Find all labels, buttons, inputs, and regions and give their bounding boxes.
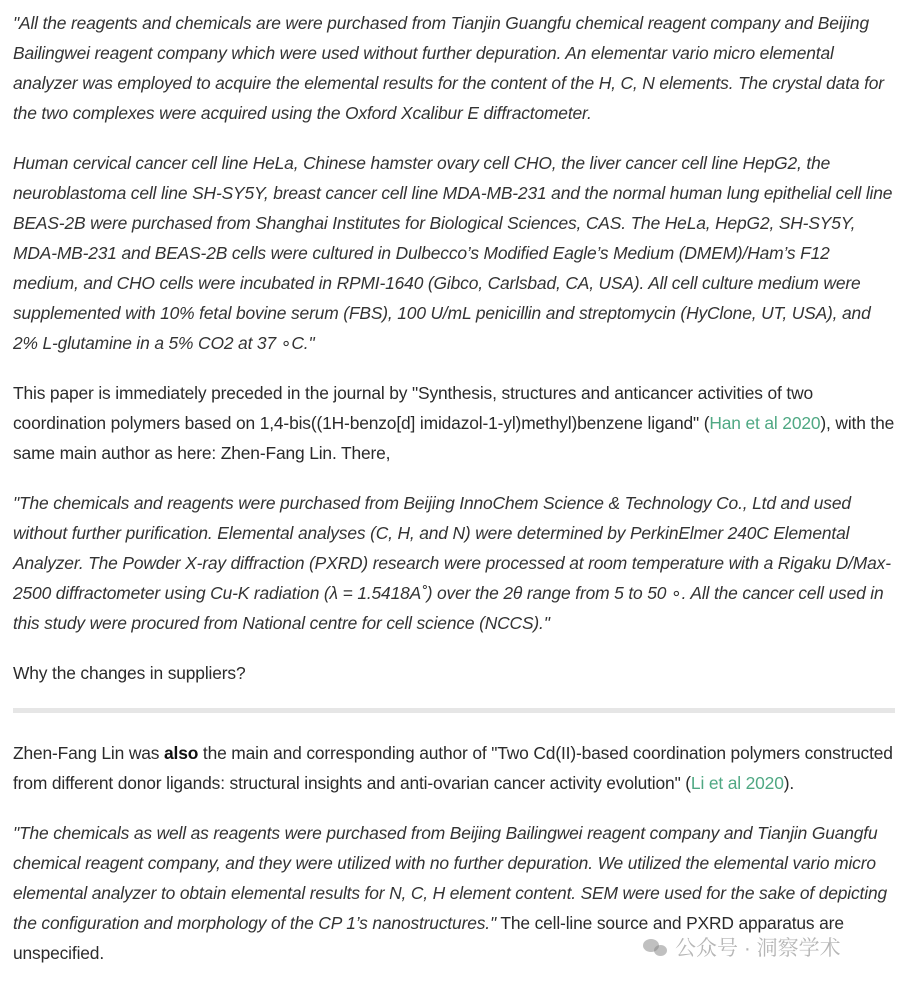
watermark [643, 932, 841, 962]
text-segment: ), with the same main author as here: Zhen-Fang Lin. There, [13, 413, 895, 463]
quote-paragraph-reagents: "All the reagents and chemicals are were purchased from Tianjin Guangfu chemical reagent company and Beijing Bailingwei reagent company which were used without further depuration. An elementar vario micro elemental analyzer was employed to acquire the elemental results for the content of the H, C, N elements. The crystal data for the two complexes were acquired using the Oxford Xcalibur E diffractometer. [13, 13, 884, 123]
text-segment: the main and corresponding author of "Two Cd(II)-based coordination polymers constructed from different donor ligands: structural insights and anti-ovarian cancer activity evolution" ( [13, 743, 893, 793]
section-divider [13, 708, 895, 713]
text-segment: The cell-line source and PXRD apparatus are unspecified. [13, 913, 844, 963]
text-segment: This paper is immediately preceded in the journal by "Synthesis, structures and anticancer activities of two coordination polymers based on 1,4-bis((1H-benzo[d] imidazol-1-yl)methyl)benzene ligand" ( [13, 383, 813, 433]
quote-paragraph-cell-lines: Human cervical cancer cell line HeLa, Chinese hamster ovary cell CHO, the liver cancer cell line HepG2, the neuroblastoma cell line SH-SY5Y, breast cancer cell line MDA-MB-231 and the normal human lung epithelial cell line BEAS-2B were purchased from Shanghai Institutes for Biological Sciences, CAS. The HeLa, HepG2, SH-SY5Y, MDA-MB-231 and BEAS-2B cells were cultured in Dulbecco’s Modified Eagle’s Medium (DMEM)/Ham’s F12 medium, and CHO cells were incubated in RPMI-1640 (Gibco, Carlsbad, CA, USA). All cell culture medium were supplemented with 10% fetal bovine serum (FBS), 100 U/mL penicillin and streptomycin (HyClone, UT, USA), and 2% L-glutamine in a 5% CO2 at 37 ∘C." [13, 153, 893, 353]
document-body [13, 8, 895, 988]
wechat-icon [643, 937, 669, 957]
watermark-text: 公众号 · 洞察学术 [675, 937, 841, 960]
quote-segment: "The chemicals as well as reagents were purchased from Beijing Bailingwei reagent company and Tianjin Guangfu chemical reagent company, and they were utilized with no further depuration. We utilized the elemental vario micro elemental analyzer to obtain elemental results for N, C, H element content. SEM were used for the sake of depicting the configuration and morphology of the CP 1’s nanostructures." [13, 823, 887, 933]
emphasis-also: also [164, 743, 199, 763]
text-segment: Zhen-Fang Lin was [13, 743, 164, 763]
text-segment: ). [783, 773, 795, 793]
citation-link-li-2020[interactable]: Li et al 2020 [690, 773, 784, 793]
citation-link-han-2020[interactable]: Han et al 2020 [709, 413, 821, 433]
paragraph-preceding-paper [13, 378, 895, 468]
paragraph-also-author [13, 738, 895, 798]
question-paragraph: Why the changes in suppliers? [13, 663, 246, 683]
quote-paragraph-innochem: "The chemicals and reagents were purchased from Beijing InnoChem Science & Technology Co., Ltd and used without further purification. Elemental analyses (C, H, and N) were determined by PerkinElmer 240C Elemental Analyzer. The Powder X-ray diffraction (PXRD) research were processed at room temperature with a Rigaku D/Max-2500 diffractometer using Cu-K radiation (λ = 1.5418A˚) over the 2θ range from 5 to 50 ∘. All the cancer cell used in this study were procured from National centre for cell science (NCCS)." [13, 493, 891, 633]
